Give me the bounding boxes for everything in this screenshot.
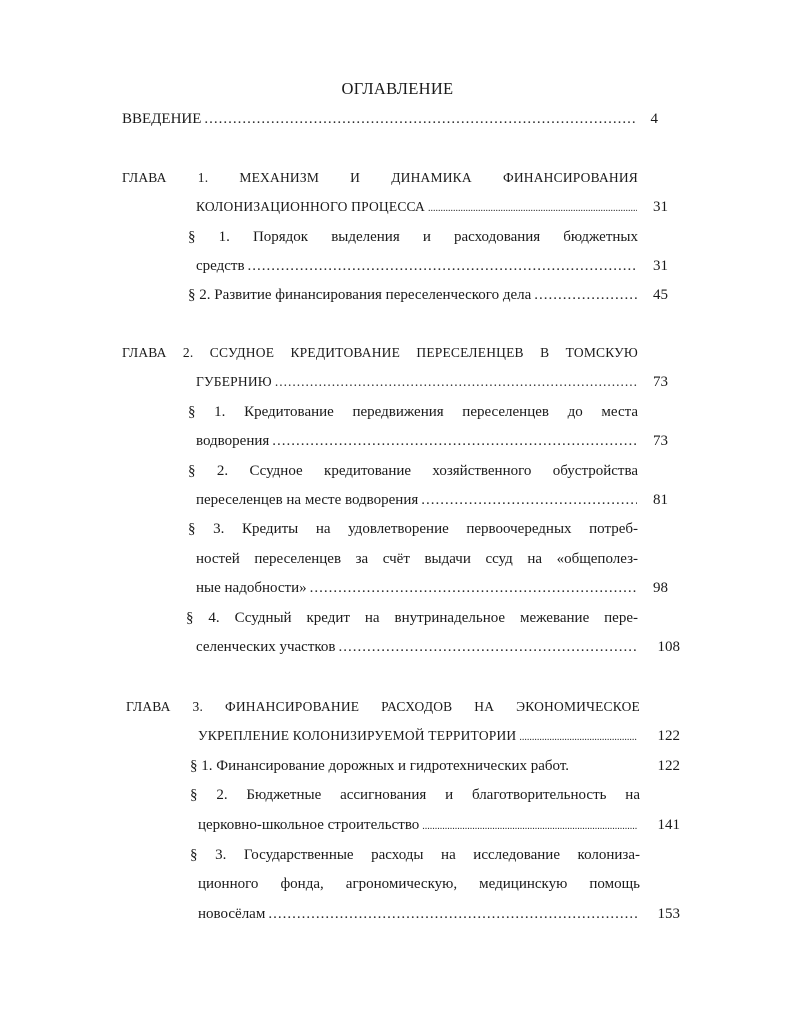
leader-dots [248,255,637,277]
chapter-1-heading-cont [196,196,640,218]
leader-dots [534,284,637,306]
leader-dots [519,727,637,749]
leader-dots [310,577,637,599]
toc-page-number: 31 [653,199,668,215]
section-3-2-cont [198,814,640,836]
toc-entry-label: УКРЕПЛЕНИЕ КОЛОНИЗИРУЕМОЙ ТЕРРИТОРИИ [198,728,517,743]
section-2-2-title: § 2. Ссудное кредитование хозяйственного обустройства [188,463,638,479]
toc-page-number: 141 [657,817,680,833]
section-3-3-end [198,903,640,925]
section-2-1-title: § 1. Кредитование передвижения переселенцев до места [188,404,638,420]
section-2-3-title: § 3. Кредиты на удовлетворение первоочередных потреб- [188,521,638,537]
toc-page-number: 73 [653,433,668,449]
chapter-3-heading-cont [198,725,640,747]
toc-entry-label: § 2. Развитие финансирования переселенческого дела [188,287,532,303]
toc-page-number: 73 [653,374,668,390]
toc-page-number: 45 [653,287,668,303]
toc-page-number: 31 [653,258,668,274]
chapter-1-heading: ГЛАВА 1. МЕХАНИЗМ И ДИНАМИКА ФИНАНСИРОВАНИЯ [122,170,638,185]
toc-entry-label: ные надобности» [196,580,307,596]
section-2-3-cont: ностей переселенцев за счёт выдачи ссуд на «общеполез- [196,551,638,567]
section-3-2-title: § 2. Бюджетные ассигнования и благотворительность на [190,787,640,803]
toc-entry-label: § 1. Финансирование дорожных и гидротехнических работ. [190,758,570,774]
section-2-4-title: § 4. Ссудный кредит на внутринадельное межевание пере- [186,610,638,626]
toc-entry-label: ВВЕДЕНИЕ [122,111,202,127]
section-2-1-cont [196,430,640,452]
section-1-1-title: § 1. Порядок выделения и расходования бюджетных [188,229,638,245]
leader-dots [428,198,637,220]
section-3-3-title: § 3. Государственные расходы на исследование колониза- [190,847,640,863]
section-3-3-cont: ционного фонда, агрономическую, медицинскую помощь [198,876,640,892]
toc-entry-intro [122,108,640,130]
page-title: ОГЛАВЛЕНИЕ [341,79,454,98]
toc-page-number: 122 [657,758,680,774]
toc-entry-label: селенческих участков [196,639,336,655]
section-1-1-cont [196,255,640,277]
leader-dots [339,636,638,658]
toc-page-number: 153 [657,906,680,922]
toc-page-number: 98 [653,580,668,596]
toc-entry-label: переселенцев на месте водворения [196,492,419,508]
section-2-4-cont [196,636,640,658]
leader-dots [204,108,637,130]
toc-entry-label: средств [196,258,245,274]
leader-dots [272,430,637,452]
leader-dots [422,816,637,838]
chapter-2-heading-cont [196,371,640,393]
toc-entry-label: церковно-школьное строительство [198,817,420,833]
section-3-1-title [190,755,640,777]
section-2-2-cont [196,489,640,511]
toc-page-number: 4 [650,111,658,127]
toc-entry-label: ГУБЕРНИЮ [196,374,272,389]
toc-page-number: 108 [657,639,680,655]
leader-dots [275,371,637,393]
leader-dots [421,489,637,511]
toc-page-number: 81 [653,492,668,508]
section-1-2-title [188,284,640,306]
section-2-3-end [196,577,640,599]
toc-entry-label: КОЛОНИЗАЦИОННОГО ПРОЦЕССА [196,199,426,214]
chapter-2-heading: ГЛАВА 2. ССУДНОЕ КРЕДИТОВАНИЕ ПЕРЕСЕЛЕНЦЕВ В ТОМСКУЮ [122,345,638,360]
leader-dots [268,903,637,925]
chapter-3-heading: ГЛАВА 3. ФИНАНСИРОВАНИЕ РАСХОДОВ НА ЭКОНОМИЧЕСКОЕ [126,699,640,714]
toc-page-number: 122 [657,728,680,744]
toc-entry-label: водворения [196,433,270,449]
toc-entry-label: новосёлам [198,906,266,922]
